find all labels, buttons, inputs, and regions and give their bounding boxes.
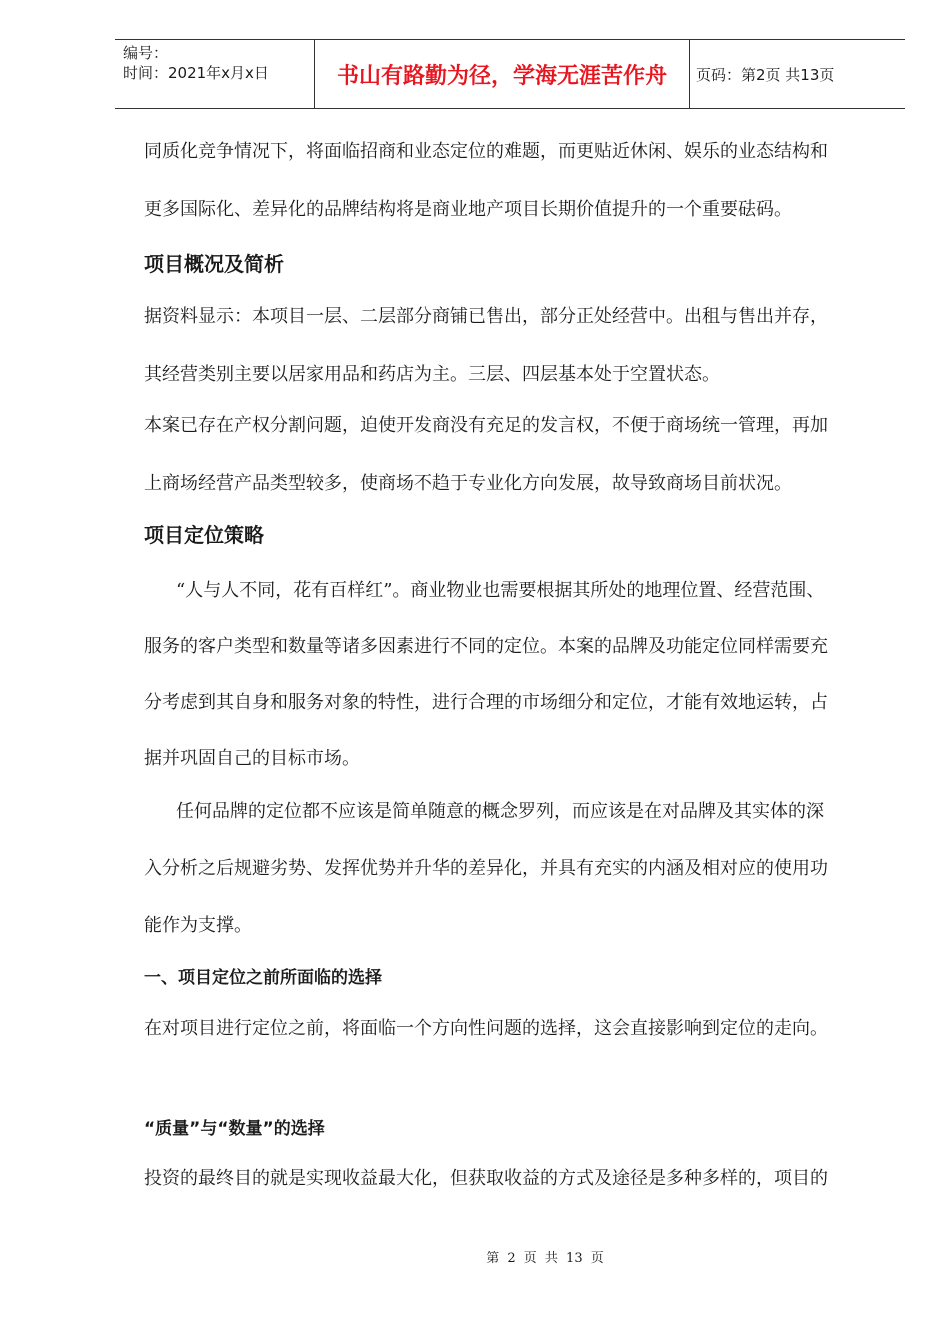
paragraph-line: 任何品牌的定位都不应该是简单随意的概念罗列，而应该是在对品牌及其实体的深 [176, 801, 824, 822]
page-footer: 第 2 页 共 13 页 [486, 1251, 604, 1266]
subsection-heading: 一、项目定位之前所面临的选择 [144, 968, 382, 988]
header-page-info: 页码：第2页 共13页 [696, 65, 835, 84]
paragraph-line: 服务的客户类型和数量等诸多因素进行不同的定位。本案的品牌及功能定位同样需要充 [144, 636, 828, 657]
paragraph-line: 据并巩固自己的目标市场。 [144, 748, 360, 769]
subsection-heading: “质量”与“数量”的选择 [144, 1119, 325, 1139]
time-label: 时间：2021年x月x日 [123, 64, 269, 82]
paragraph-line: 分考虑到其自身和服务对象的特性，进行合理的市场细分和定位，才能有效地运转，占 [144, 692, 828, 713]
paragraph-line: 投资的最终目的就是实现收益最大化，但获取收益的方式及途径是多种多样的，项目的 [144, 1168, 828, 1189]
paragraph-line: 其经营类别主要以居家用品和药店为主。三层、四层基本处于空置状态。 [144, 364, 720, 385]
paragraph-line: 能作为支撑。 [144, 915, 252, 936]
header-meta [115, 40, 315, 108]
paragraph-line: 据资料显示：本项目一层、二层部分商铺已售出，部分正处经营中。出租与售出并存， [144, 306, 828, 327]
number-label: 编号： [123, 44, 169, 62]
section-heading: 项目概况及简析 [144, 252, 284, 276]
paragraph-line: 入分析之后规避劣势、发挥优势并升华的差异化，并具有充实的内涵及相对应的使用功 [144, 858, 828, 879]
header-motto: 书山有路勤为径，学海无涯苦作舟 [315, 40, 690, 108]
section-heading: 项目定位策略 [144, 523, 264, 547]
page-header [115, 39, 905, 109]
paragraph-line: “人与人不同，花有百样红”。商业物业也需要根据其所处的地理位置、经营范围、 [176, 580, 825, 601]
paragraph-line: 本案已存在产权分割问题，迫使开发商没有充足的发言权，不便于商场统一管理，再加 [144, 415, 828, 436]
paragraph-line: 同质化竞争情况下，将面临招商和业态定位的难题，而更贴近休闲、娱乐的业态结构和 [144, 141, 828, 162]
paragraph-line: 上商场经营产品类型较多，使商场不趋于专业化方向发展，故导致商场目前状况。 [144, 473, 792, 494]
paragraph-line: 更多国际化、差异化的品牌结构将是商业地产项目长期价值提升的一个重要砝码。 [144, 199, 792, 220]
paragraph-line: 在对项目进行定位之前，将面临一个方向性问题的选择，这会直接影响到定位的走向。 [144, 1018, 828, 1039]
